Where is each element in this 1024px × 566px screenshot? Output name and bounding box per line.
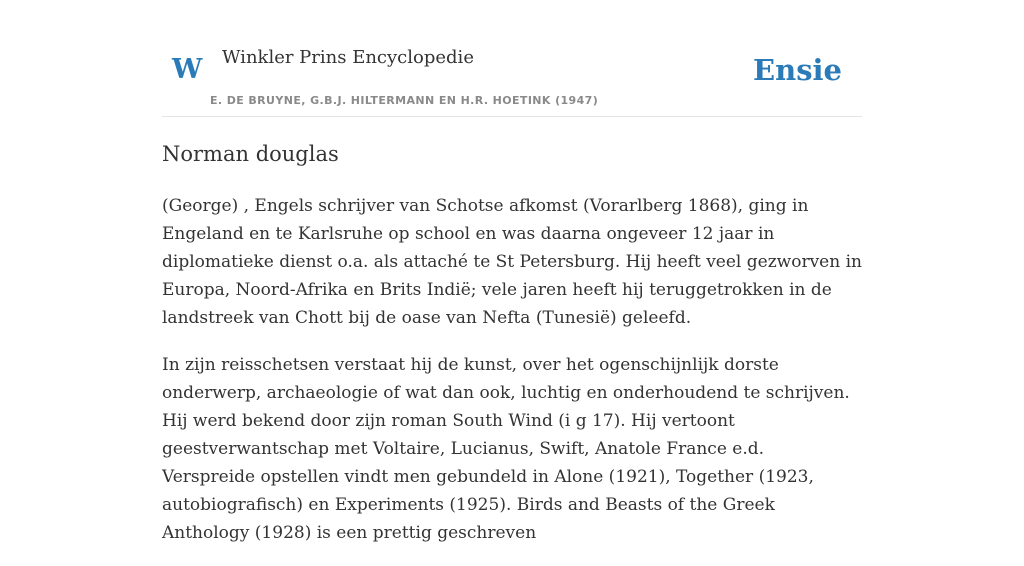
article-paragraph-1: (George) , Engels schrijver van Schotse afkomst (Vorarlberg 1868), ging in Engeland en te Karlsruhe op school en was daarna ongeveer 12 jaar in diplomatieke dienst o.a. als attaché te St Petersburg. Hij heeft veel gezworven in Europa, Noord-Afrika en Brits Indië; vele jaren heeft hij teruggetrokken in de landstreek van Chott bij de oase van Nefta (Tunesië) geleefd. [162, 196, 862, 328]
article [162, 138, 862, 566]
brand-logo[interactable]: Ensie [753, 53, 842, 87]
source-title[interactable]: Winkler Prins Encyclopedie [222, 47, 474, 68]
article-paragraph-2: In zijn reisschetsen verstaat hij de kunst, over het ogenschijnlijk dorste onderwerp, archaeologie of wat dan ook, luchtig en onderhoudend te schrijven. Hij werd bekend door zijn roman South Wind (i g 17). Hij vertoont geestverwantschap met Voltaire, Lucianus, Swift, Anatole France e.d. Verspreide opstellen vindt men gebundeld in Alone (1921), Together (1923, autobiografisch) en Experiments (1925). Birds and Beasts of the Greek Anthology (1928) is een prettig geschreven [162, 355, 850, 543]
source-authors: E. DE BRUYNE, G.B.J. HILTERMANN EN H.R. HOETINK (1947) [210, 94, 599, 107]
header [162, 0, 862, 117]
article-title: Norman douglas [162, 142, 339, 166]
source-logo[interactable]: W [172, 54, 203, 85]
